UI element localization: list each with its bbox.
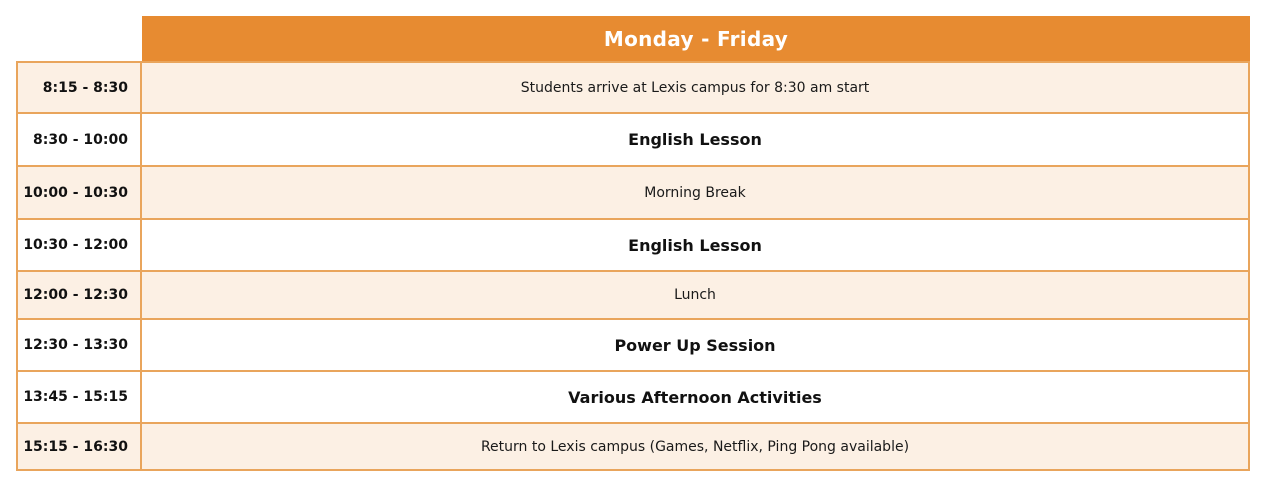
activity-cell: English Lesson	[142, 114, 1248, 165]
table-row	[18, 422, 1248, 469]
header-spacer	[16, 16, 142, 61]
activity-cell: Return to Lexis campus (Games, Netflix, Ping Pong available)	[142, 424, 1248, 469]
table-row	[18, 270, 1248, 318]
time-cell: 15:15 - 16:30	[18, 424, 142, 469]
table-row	[18, 218, 1248, 270]
time-cell: 8:30 - 10:00	[18, 114, 142, 165]
activity-cell: Various Afternoon Activities	[142, 372, 1248, 422]
time-cell: 12:00 - 12:30	[18, 272, 142, 318]
activity-cell: English Lesson	[142, 220, 1248, 270]
time-cell: 10:30 - 12:00	[18, 220, 142, 270]
time-cell: 12:30 - 13:30	[18, 320, 142, 370]
table-row	[18, 63, 1248, 112]
schedule-table	[16, 16, 1250, 471]
time-cell: 13:45 - 15:15	[18, 372, 142, 422]
activity-cell: Lunch	[142, 272, 1248, 318]
schedule-rows	[16, 61, 1250, 471]
time-cell: 10:00 - 10:30	[18, 167, 142, 218]
table-row	[18, 370, 1248, 422]
activity-cell: Students arrive at Lexis campus for 8:30 am start	[142, 63, 1248, 112]
schedule-header-row	[16, 16, 1250, 61]
time-cell: 8:15 - 8:30	[18, 63, 142, 112]
table-row	[18, 112, 1248, 165]
days-header: Monday - Friday	[142, 16, 1250, 61]
activity-cell: Power Up Session	[142, 320, 1248, 370]
activity-cell: Morning Break	[142, 167, 1248, 218]
table-row	[18, 318, 1248, 370]
table-row	[18, 165, 1248, 218]
